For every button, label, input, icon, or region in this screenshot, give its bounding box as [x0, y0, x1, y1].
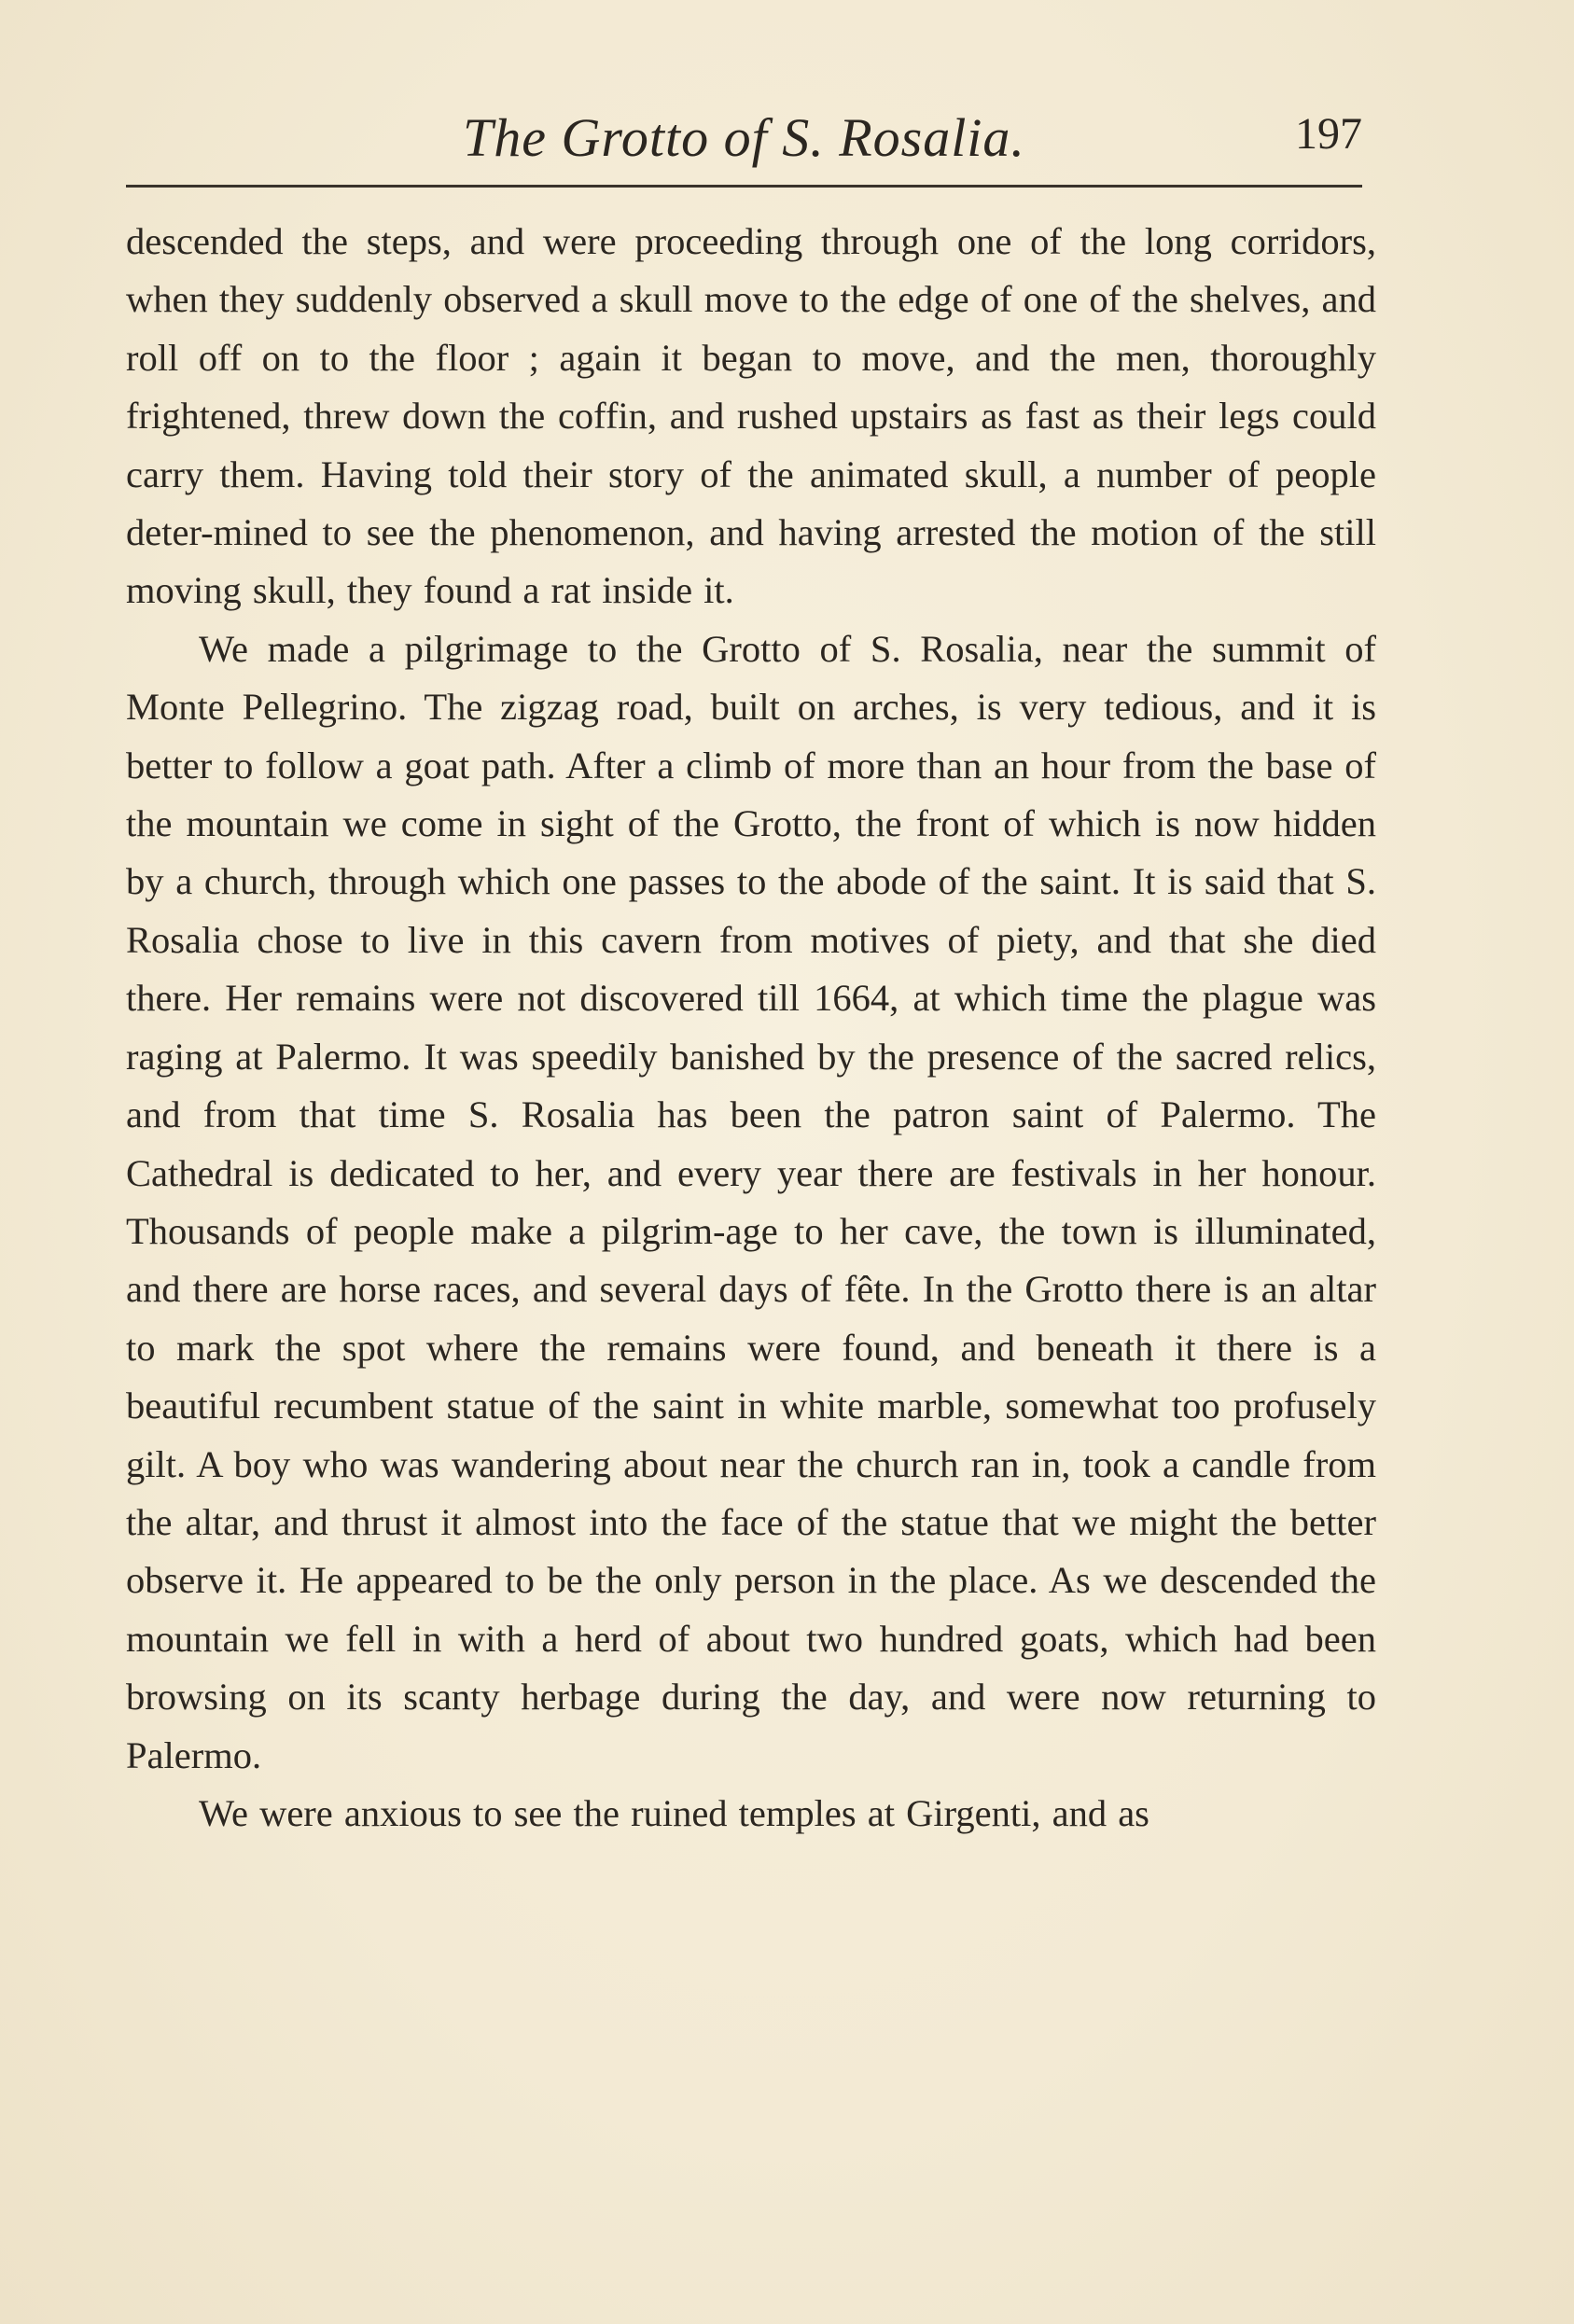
paragraph-1: descended the steps, and were proceeding through one of the long corridors, when they suddenly observed a skull move to the edge of one of the shelves, and roll off on to the floor ; again it began to move, and the men, thoroughly frightened, threw down the coffin, and rushed upstairs as fast as their legs could carry them. Having told their story of the animated skull, a number of people deter-mined to see the phenomenon, and having arrested the motion of the still moving skull, they found a rat inside it. — [126, 220, 1376, 612]
page-header — [126, 101, 1362, 175]
header-rule — [126, 185, 1362, 188]
paragraph-2: We made a pilgrimage to the Grotto of S. Rosalia, near the summit of Monte Pellegrino. The zigzag road, built on arches, is very tedious, and it is better to follow a goat path. After a climb of more than an hour from the base of the mountain we come in sight of the Grotto, the front of which is now hidden by a church, through which one passes to the abode of the saint. It is said that S. Rosalia chose to live in this cavern from motives of piety, and that she died there. Her remains were not discovered till 1664, at which time the plague was raging at Palermo. It was speedily banished by the presence of the sacred relics, and from that time S. Rosalia has been the patron saint of Palermo. The Cathedral is dedicated to her, and every year there are festivals in her honour. Thousands of people make a pilgrim-age to her cave, the town is illuminated, and there are horse races, and several days of fête. In the Grotto there is an altar to mark the spot where the remains were found, and beneath it there is a beautiful recumbent statue of the saint in white marble, somewhat too profusely gilt. A boy who was wandering about near the church ran in, took a candle from the altar, and thrust it almost into the face of the statue that we might the better observe it. He appeared to be the only person in the place. As we descended the mountain we fell in with a herd of about two hundred goats, which had been browsing on its scanty herbage during the day, and were now returning to Palermo. — [126, 627, 1376, 1776]
body-text — [126, 213, 1376, 1843]
page-number: 197 — [1295, 109, 1362, 159]
running-title: The Grotto of S. Rosalia. — [463, 107, 1025, 168]
paragraph-3: We were anxious to see the ruined temples at Girgenti, and as — [199, 1791, 1149, 1834]
